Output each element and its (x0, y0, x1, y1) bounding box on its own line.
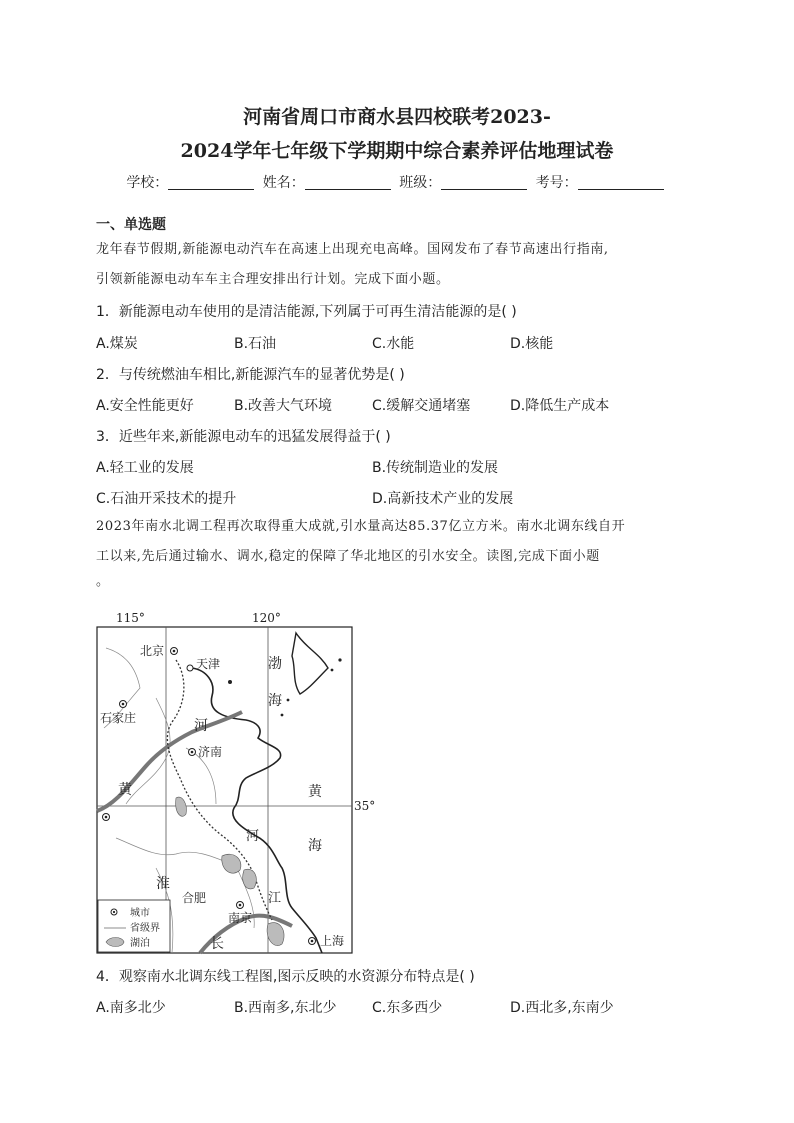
q3-option-d[interactable]: D.高新技术产业的发展 (372, 491, 514, 507)
q1-option-d[interactable]: D.核能 (510, 336, 554, 352)
he-label-2: 河 (246, 829, 260, 844)
island-dot (287, 699, 290, 702)
legend-border: 省级界 (130, 923, 160, 934)
class-label: 班级： (399, 175, 442, 191)
info-fields (0, 172, 794, 192)
question-1-stem: 1．新能源电动车使用的是清洁能源,下列属于可再生清洁能源的是( ) (96, 304, 517, 320)
svg-text:合肥: 合肥 (182, 891, 207, 905)
lon-label-120: 120° (252, 611, 281, 625)
island-dot (331, 669, 334, 672)
question-2-stem: 2．与传统燃油车相比,新能源汽车的显著优势是( ) (96, 367, 405, 383)
q4-option-d[interactable]: D.西北多,东南少 (510, 1000, 614, 1016)
question-4-stem: 4．观察南水北调东线工程图,图示反映的水资源分布特点是( ) (96, 969, 475, 985)
legend-city: 城市 (130, 908, 150, 919)
bohai-label-2: 海 (268, 693, 282, 709)
q1-option-b[interactable]: B.石油 (234, 336, 277, 352)
passage-2-line-2: 工以来,先后通过输水、调水,稳定的保障了华北地区的引水安全。读图,完成下面小题 (96, 549, 600, 564)
svg-text:北京: 北京 (140, 644, 165, 658)
q1-option-c[interactable]: C.水能 (372, 336, 415, 352)
huanghai-label-1: 黄 (308, 784, 322, 800)
q3-option-c[interactable]: C.石油开采技术的提升 (96, 491, 237, 507)
exam-no-blank[interactable] (578, 175, 664, 190)
q2-option-a[interactable]: A.安全性能更好 (96, 398, 194, 414)
passage-1-line-1: 龙年春节假期,新能源电动汽车在高速上出现充电高峰。国网发布了春节高速出行指南, (96, 242, 609, 257)
island-dot (281, 714, 284, 717)
lon-label-115: 115° (116, 611, 145, 625)
q4-option-b[interactable]: B.西南多,东北少 (234, 1000, 337, 1016)
exam-no-label: 考号： (535, 175, 578, 191)
name-label: 姓名： (262, 175, 305, 191)
question-3-stem: 3．近些年来,新能源电动车的迅猛发展得益于( ) (96, 429, 391, 445)
class-blank[interactable] (441, 175, 527, 190)
jiang-label: 江 (268, 891, 282, 906)
school-blank[interactable] (168, 175, 254, 190)
svg-text:南京: 南京 (228, 911, 253, 925)
map-legend (98, 900, 170, 952)
q1-option-a[interactable]: A.煤炭 (96, 336, 138, 352)
bohai-label-1: 渤 (268, 656, 282, 672)
passage-2-line-1: 2023年南水北调工程再次取得重大成就,引水量高达85.37亿立方米。南水北调东线自开 (96, 519, 626, 534)
q3-option-b[interactable]: B.传统制造业的发展 (372, 460, 499, 476)
island-dot (228, 680, 232, 684)
q4-option-c[interactable]: C.东多西少 (372, 1000, 443, 1016)
he-label-1: 河 (194, 718, 208, 734)
svg-text:济南: 济南 (198, 745, 223, 759)
lat-label-35: 35° (354, 799, 376, 813)
svg-text:天津: 天津 (196, 657, 221, 671)
title-line-2: 2024学年七年级下学期期中综合素养评估地理试卷 (180, 140, 614, 162)
q2-option-d[interactable]: D.降低生产成本 (510, 398, 610, 414)
city-hefei (182, 890, 206, 905)
passage-2 (96, 512, 706, 592)
title-line-1: 河南省周口市商水县四校联考2023- (243, 106, 551, 128)
section-heading: 一、单选题 (96, 217, 166, 233)
south-north-water-map (96, 608, 376, 958)
svg-text:上海: 上海 (320, 934, 345, 948)
huai-river-label: 淮 (156, 876, 170, 892)
island-dot (338, 658, 341, 661)
huanghai-label-2: 海 (308, 838, 322, 854)
lake-3 (243, 869, 257, 889)
q3-option-a[interactable]: A.轻工业的发展 (96, 460, 194, 476)
city-zhengzhou (103, 814, 110, 821)
passage-2-line-3: 。 (96, 574, 110, 589)
legend-lake: 湖泊 (130, 938, 150, 949)
passage-1 (96, 235, 706, 295)
svg-text:石家庄: 石家庄 (100, 711, 137, 725)
name-blank[interactable] (305, 175, 391, 190)
passage-1-line-2: 引领新能源电动车车主合理安排出行计划。完成下面小题。 (96, 272, 450, 287)
q4-option-a[interactable]: A.南多北少 (96, 1000, 166, 1016)
huang-river-label: 黄 (118, 782, 132, 798)
school-label: 学校： (126, 175, 169, 191)
q2-option-b[interactable]: B.改善大气环境 (234, 398, 333, 414)
q2-option-c[interactable]: C.缓解交通堵塞 (372, 398, 471, 414)
chang-label: 长 (210, 936, 224, 952)
